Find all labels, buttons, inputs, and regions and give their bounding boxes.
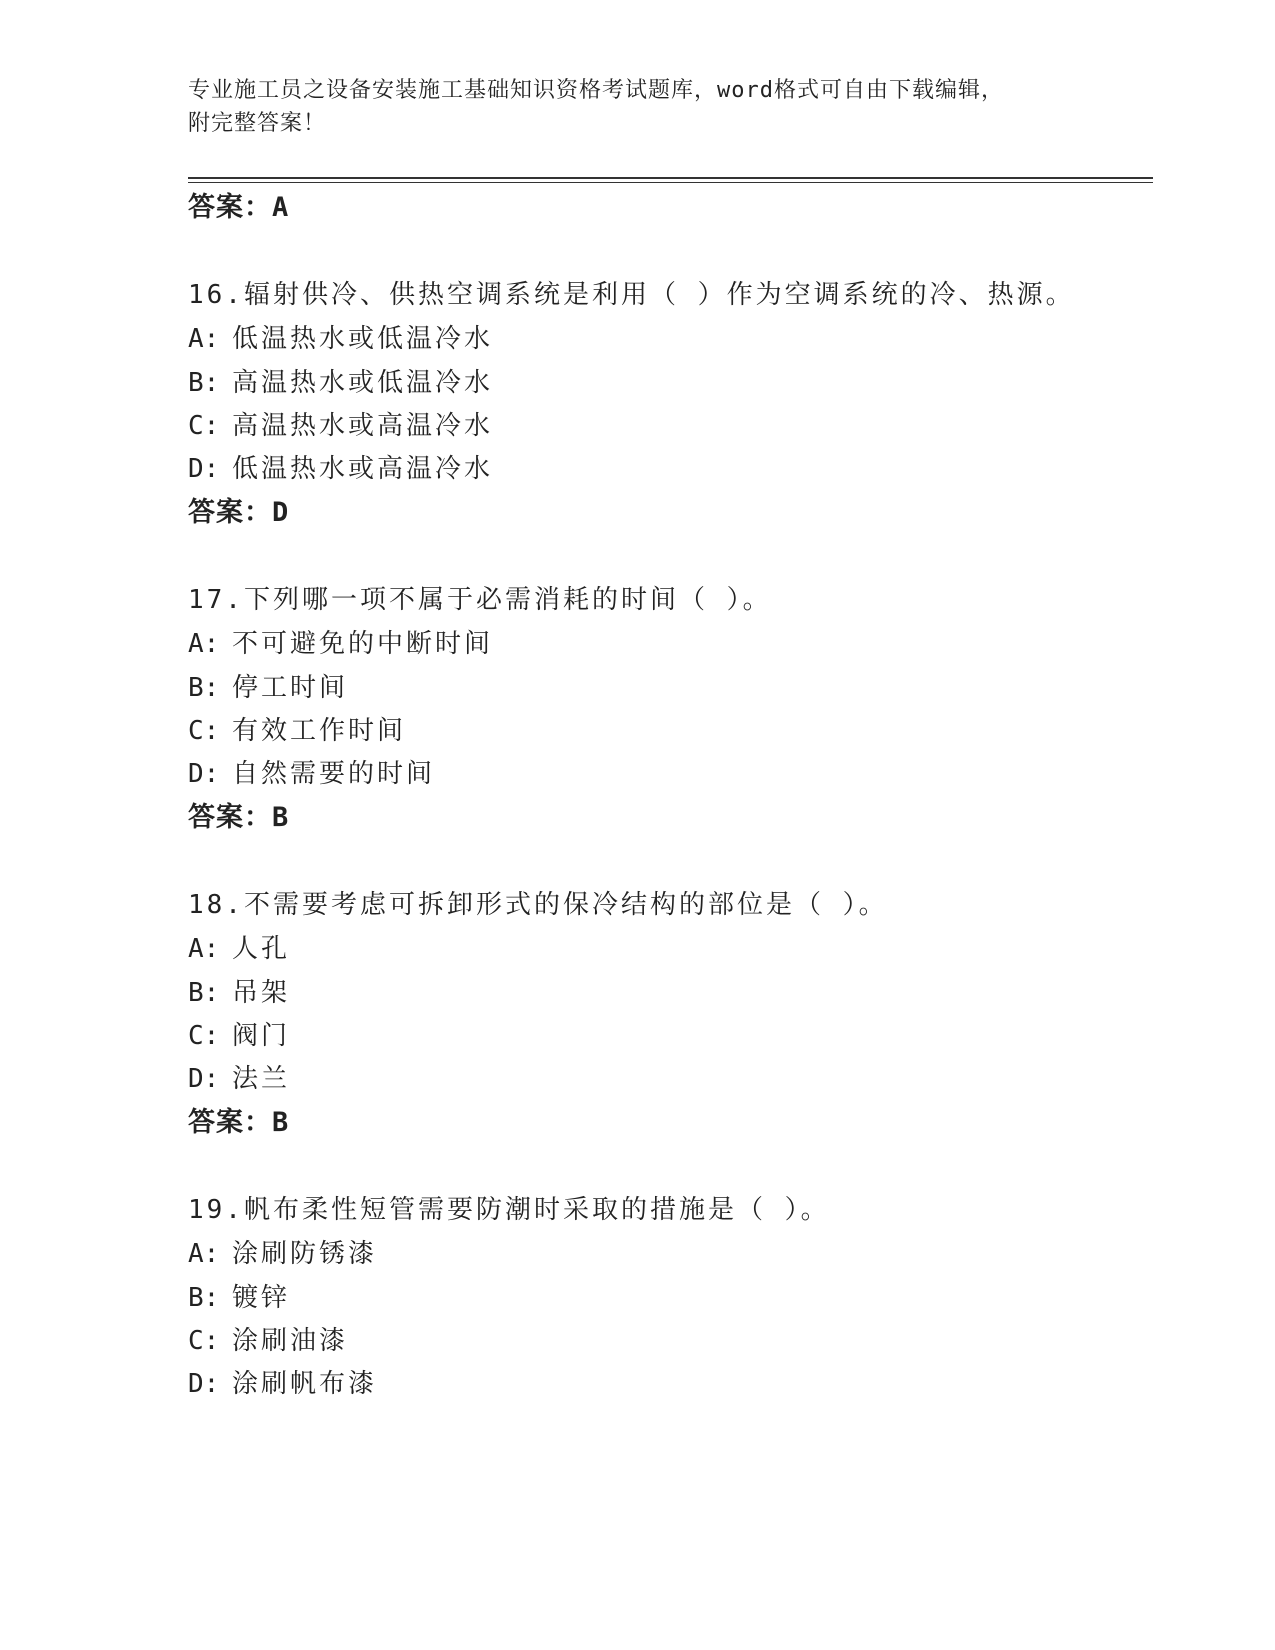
question-18-option-a bbox=[188, 932, 290, 966]
header-divider-thick bbox=[188, 177, 1153, 179]
question-17-option-b bbox=[188, 671, 348, 705]
option-letter: C: bbox=[188, 411, 220, 441]
option-letter: A: bbox=[188, 324, 220, 354]
option-text: 人孔 bbox=[232, 934, 291, 964]
header-line-2: 附完整答案！ bbox=[188, 111, 327, 136]
option-text: 涂刷防锈漆 bbox=[232, 1239, 378, 1269]
option-text: 阀门 bbox=[232, 1021, 291, 1051]
question-18-option-d bbox=[188, 1062, 290, 1096]
question-19-option-a bbox=[188, 1237, 377, 1271]
option-text: 低温热水或低温冷水 bbox=[232, 324, 494, 354]
answer-18: 答案：B bbox=[188, 1107, 290, 1138]
option-text: 高温热水或高温冷水 bbox=[232, 411, 494, 441]
option-text: 高温热水或低温冷水 bbox=[232, 368, 494, 398]
option-letter: C: bbox=[188, 716, 220, 746]
option-letter: C: bbox=[188, 1021, 220, 1051]
question-18-option-b bbox=[188, 976, 290, 1010]
option-text: 停工时间 bbox=[232, 673, 349, 703]
question-19-option-c bbox=[188, 1324, 348, 1358]
option-text: 不可避免的中断时间 bbox=[232, 629, 494, 659]
option-text: 有效工作时间 bbox=[232, 716, 407, 746]
question-19-option-b bbox=[188, 1281, 290, 1315]
header-divider-thin bbox=[188, 182, 1153, 183]
question-16-option-c bbox=[188, 409, 493, 443]
option-letter: B: bbox=[188, 978, 220, 1008]
question-19-option-d bbox=[188, 1367, 377, 1401]
question-17-option-d bbox=[188, 757, 435, 791]
option-text: 镀锌 bbox=[232, 1283, 291, 1313]
question-18-stem: 18.不需要考虑可拆卸形式的保冷结构的部位是（ ）。 bbox=[188, 890, 888, 920]
header-line-1: 专业施工员之设备安装施工基础知识资格考试题库，word格式可自由下载编辑， bbox=[188, 78, 1004, 103]
question-19-stem: 19.帆布柔性短管需要防潮时采取的措施是（ ）。 bbox=[188, 1195, 830, 1225]
answer-16: 答案：D bbox=[188, 497, 290, 528]
question-16-option-b bbox=[188, 366, 493, 400]
option-letter: D: bbox=[188, 1064, 220, 1094]
question-17-option-a bbox=[188, 627, 493, 661]
option-letter: D: bbox=[188, 1369, 220, 1399]
answer-15: 答案：A bbox=[188, 192, 290, 223]
option-text: 低温热水或高温冷水 bbox=[232, 454, 494, 484]
option-letter: B: bbox=[188, 368, 220, 398]
question-16-option-a bbox=[188, 322, 493, 356]
option-letter: A: bbox=[188, 629, 220, 659]
option-letter: C: bbox=[188, 1326, 220, 1356]
question-16-stem: 16.辐射供冷、供热空调系统是利用（ ）作为空调系统的冷、热源。 bbox=[188, 280, 1075, 310]
option-letter: D: bbox=[188, 454, 220, 484]
option-text: 涂刷帆布漆 bbox=[232, 1369, 378, 1399]
option-letter: D: bbox=[188, 759, 220, 789]
question-17-stem: 17.下列哪一项不属于必需消耗的时间（ ）。 bbox=[188, 585, 772, 615]
option-letter: A: bbox=[188, 934, 220, 964]
option-letter: B: bbox=[188, 1283, 220, 1313]
document-header bbox=[188, 74, 1088, 140]
question-16-option-d bbox=[188, 452, 493, 486]
option-text: 涂刷油漆 bbox=[232, 1326, 349, 1356]
option-letter: A: bbox=[188, 1239, 220, 1269]
question-17-option-c bbox=[188, 714, 406, 748]
answer-17: 答案：B bbox=[188, 802, 290, 833]
option-text: 吊架 bbox=[232, 978, 291, 1008]
option-letter: B: bbox=[188, 673, 220, 703]
option-text: 自然需要的时间 bbox=[232, 759, 436, 789]
option-text: 法兰 bbox=[232, 1064, 291, 1094]
question-18-option-c bbox=[188, 1019, 290, 1053]
